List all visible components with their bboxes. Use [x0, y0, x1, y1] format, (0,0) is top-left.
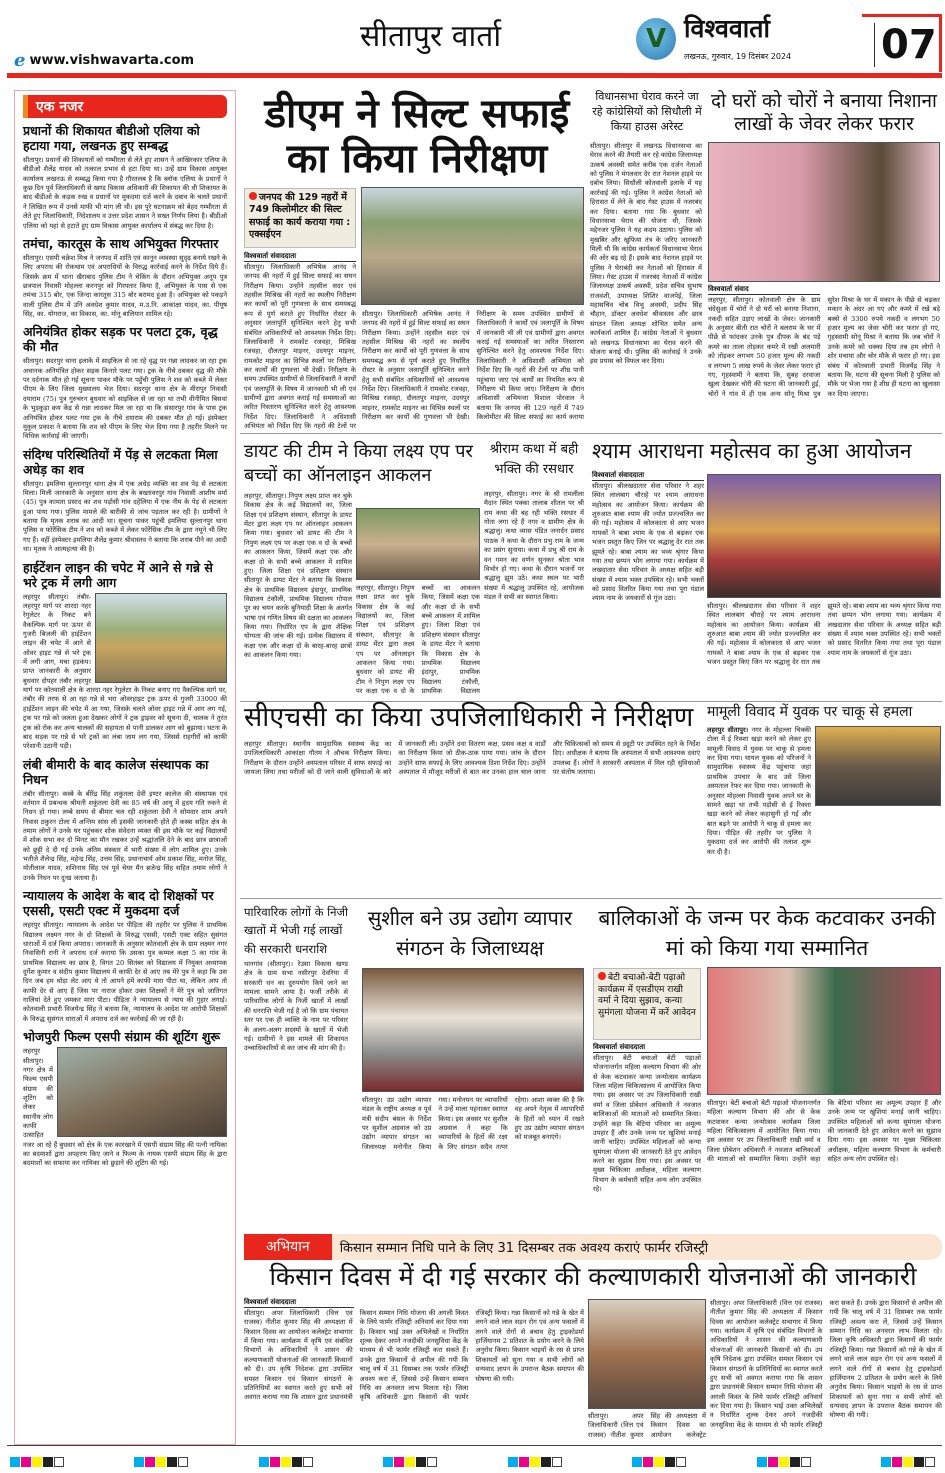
color-registration-strip [10, 1452, 940, 1471]
diet-photo [356, 508, 480, 580]
film-shooting-photo [57, 1047, 227, 1137]
theft-photo [708, 142, 940, 282]
girls-highlight: बेटी बचाओ-बेटी पढ़ाओ कार्यक्रम में एसडीएम राखी वर्मा ने दिया सुझाव, कन्या सुमंगला योजना में करें आवेदन [593, 968, 701, 1040]
campaign-byline: विश्ववार्ता संवाददाता [244, 1298, 354, 1308]
bullet-icon [598, 972, 606, 980]
theft-headline: दो घरों को चोरों ने बनाया निशाना लाखों के जेवर लेकर फरार [711, 90, 937, 135]
main-headline: डीएम ने सिल्ट सफाई का किया निरीक्षण [264, 91, 570, 182]
congress-body: सीतापुर। सीतापुर में लखनऊ विधानसभा का घेराव करने की तैयारी कर रहे कांग्रेस जिलाध्यक्ष उत्कर्ष अवस्थी समेत करीब एक दर्जन नेताओं को पुलिस ने मंगलवार देर रात नेशनल हाइवे पर दबोच लिया। सिधौली कोतवाली इलाके में यह कार्रवाई की गई। पुलिस ने कांग्रेस नेताओं को हिरासत में लेने के बाद गेस्ट हाउस में नजरबंद कर दिया। बताया गया कि बुधवार को विधानसभा घेराव की योजना थी, जिसके मद्देनजर पुलिस ने यह कदम उठाया। पुलिस को मुखबिर और खुफिया तंत्र के जरिए जानकारी मिली थी कि कांग्रेस कार्यकर्ता विधानसभा घेराव की ओर बढ़ रहे हैं। इसके बाद नेशनल हाइवे पर पुलिस ने घेराबंदी कर नेताओं को हिरासत में लिया। गेस्ट हाउस में नजरबंद नेताओं में कांग्रेस जिलाध्यक्ष उत्कर्ष अवस्थी, प्रदेश सचिव सुभाष राजवंशी, उपाध्यक्ष शिशिर वाजपेई, जिला महासचिव चोब विभु अवस्थी, प्रदीप सिंह चौहान, डॉक्टर अवधेश श्रीवास्तव और छात्र संगठन जिला अध्यक्ष शोभित समेत अन्य कार्यकर्ता शामिल हैं। कांग्रेस नेताओं ने बुधवार को लखनऊ विधानसभा का घेराव करने की योजना बनाई थी। पुलिस की कार्रवाई ने उनके इस प्रयास को विफल कर दिया। [590, 142, 702, 366]
bullet-icon [249, 192, 257, 200]
girls-body-cont: सीतापुर। बेटी बचाओ बेटी पढ़ाओ योजनान्तर्गत महिला कल्याण विभाग की ओर से केक कटवाकर कन्या जन्मोत्सव कार्यक्रम जिला महिला चिकित्सालय में आयोजित किया गया। इस अवसर पर उप जिलाधिकारी राखी वर्मा व जिला प्रोबेशन अधिकारी ने नवजात बालिकाओं की माताओं को सम्मानित किया। उन्होंने कहा कि बेटियां परिवार का अमूल्य उपहार हैं और उनके जन्म पर खुशियां मनाई जानी चाहिए। उपस्थित महिलाओं को कन्या सुमंगला योजना की जानकारी देते हुए आवेदन करने का सुझाव दिया गया। इस अवसर पर मुख्य चिकित्सा अधीक्षक, महिला कल्याण विभाग के कर्मचारी सहित अन्य लोग उपस्थित रहे। [707, 1099, 941, 1164]
ek-nazar-column [14, 90, 236, 1445]
row-divider [240, 433, 942, 434]
color-bar [383, 1452, 438, 1471]
brief-item: न्यायालय के आदेश के बाद दो शिक्षकों पर एससी, एसटी एक्ट में मुकदमा दर्ज लहरपुर सीतापुर। न्यायालय के आदेश पर पीड़िता की तहरीर पर पुलिस ने प्राथमिक विद्यालय लक्ष्मन नगर के दो शिक्षकों के विरुद्ध एससी, एसटी एक्ट सहित सुसंगत धाराओं में दर्ज किया अपराध। जानकारी के अनुसार कोतवाली क्षेत्र के ग्राम लक्ष्मन नगर निवासिनी रानी ने अपराध दर्ज कराया कि उसका पुत्र कम्मल कक्षा 5 का गांव के प्राथमिक विद्यालय का छात्र है, विगत 20 सितंबर को विद्यालय में नियुक्त अध्यापक दुर्गेश कुमार व संदीप कुमार विद्यालय में काफी देर से आए तब मेरे पुत्र ने कहा कि उस दिन जब हम थोड़ा लेट आए थे तो आपने हमें काफी मारा पीटा था, लेकिन आप तो काफी देर से आए हैं जिस पर नाराज होकर उक्त शिक्षकों ने मेरे पुत्र को जातिगत गालियां देते हुए जमकर मारा पीटा। पीड़िता ने न्यायालय से न्याय की गुहार लगाई। कोतवाली प्रभारी विजयेन्द्र सिंह ने बताया कि, न्यायालय के आदेश पर आरोपी शिक्षकों के विरुद्ध सुसंगत धाराओं में अपराध दर्ज कर कार्रवाई की जा रही है। [23, 888, 227, 1023]
diet-body-cont: लहरपुर, सीतापुर। निपुण लक्ष्य प्राप्त कर चुके विकास क्षेत्र के कई विद्यालयों का, जिला शिक्षा एवं प्रशिक्षण संस्थान, सीतापुर के डायट मेंटर द्वारा लक्ष्य एप पर ऑनलाइन आकलन किया गया। बुधवार को डायट की टीम ने निपुण लक्ष्य एप पर कक्षा एक व दो के बच्चों का आकलन किया, जिसमें कक्षा एक और कक्षा दो के सभी बच्चे आकलन में शामिल हुए। जिला शिक्षा एवं प्रशिक्षण संस्थान सीतापुर के डायट मेंटर ने बताया कि विकास क्षेत्र के प्राथमिक विद्यालय इंदापुर, प्राथमिक विद्यालय टंकौली, प्राथमिक विद्यालय [356, 584, 480, 695]
color-bar [259, 1452, 314, 1471]
family-headline: पारिवारिक लोगों के निजी खातों में भेजी गई लाखों की सरकारी धनराशि [244, 905, 348, 956]
shyam-body-cont: सीतापुर। श्रीलखदातार सेवा परिवार ने शहर स्थित लालबाग चौराहे पर श्याम आराधना महोत्सव का आयोजन किया। कार्यक्रम की शुरुआत बाबा श्याम की ज्योत प्रज्ज्वलित कर की गई। महोत्सव में कोलकाता से आए भजन गायकों ने बाबा श्याम के एक से बढ़कर एक भजन प्रस्तुत किए जिन पर श्रद्धालु देर रात तक झूमते रहे। बाबा श्याम का भव्य श्रृंगार किया गया तथा छप्पन भोग लगाया गया। कार्यक्रम में लखदातार सेवा परिवार के अध्यक्ष सहित बड़ी संख्या में श्याम भक्त उपस्थित रहे। सभी भक्तों को प्रसाद वितरित किया गया तथा पूरा पंडाल श्याम नाम के जयकारों से गूंज उठा। [707, 602, 941, 667]
campaign-banner [244, 1234, 942, 1260]
theft-byline: विश्ववार्ता संवाद [708, 285, 820, 295]
section-title: सीतापुर वार्ता [360, 19, 502, 54]
shriram-headline: श्रीराम कथा में बही भक्ति की रसधार [489, 442, 579, 478]
sushil-headline: सुशील बने उप्र उद्योग व्यापार संगठन के जिलाध्यक्ष [367, 906, 573, 960]
campaign-body-cont: सीतापुर। अपर जिलाधिकारी (वित्त एवं राजस्व) नीतीश कुमार सिंह की अध्यक्षता में किसान दिवस का आयोजन कलेक्ट्रेट [588, 1412, 706, 1439]
brief-item: भोजपुरी फिल्म एसपी संग्राम की शूटिंग शुरू लहरपुर सीतापुर। नगर क्षेत्र में फिल्म एसपी संग्राम की शूटिंग को लेकर स्थानीय लोग काफी उत्साहित नजर आ रहे हैं बुधवार को क्षेत्र के एक कारखाने में एसपी संग्राम सिंह की पत्नी नायिका का बदमाशों द्वारा अपहरण किए जाने व फिल्म के नायक एसपी संग्राम सिंह के द्वारा बदमाशों का सफाया कर नायिका को छुड़ाने की शूटिंग की गई। [23, 1029, 227, 1168]
knife-photo [815, 726, 941, 806]
color-bar [134, 1452, 189, 1471]
page-number: 07 [874, 23, 937, 67]
diet-headline: डायट की टीम ने किया लक्ष्य एप पर बच्चों का ऑनलाइन आकलन [244, 441, 473, 487]
brief-item: तमंचा, कारतूस के साथ अभियुक्त गिरफ्तार सीतापुर। एसपी चक्रेश मिश्र ने जनपद में शांति एवं कानून व्यवस्था सुदृढ़ बनाये रखने के लिए अपराध की रोकथाम एवं अपराधियों के विरुद्ध कार्रवाई करने के निर्देश दिये हैं। जिसके क्रम में थाना खैराबाद पुलिस टीम ने चेकिंग के दौरान अभियुक्त अनूप पुत्र छत्रपाल निवासी मोहल्ला करनपुर को गिरफ्तार किया है, अभियुक्त के पास से एक तमंचा 315 बोर, एक जिन्दा कारतूस 315 बोर बरामद हुआ है। अभियुक्त को पकड़ने वाली पुलिस टीम में उनि अवधेश कुमार यादव, म.उ.नि. आकांक्षा यादव, का. पीयूष सिंह, का. योगराज, का विकास, का. मोनू बालियान शामिल रहे। [23, 235, 227, 319]
campaign-subtitle: किसान सम्मान निधि पाने के लिए 31 दिसम्बर तक अवश्य कराएं फार्मर रजिस्ट्री [339, 1241, 709, 1256]
shyam-byline: विश्ववार्ता संवाददाता [592, 471, 704, 481]
chc-body: लहरपुर सीतापुर। स्थानीय सामुदायिक स्वास्थ्य केंद्र का उपजिलाधिकारी आकांक्षा गौतम ने औचक निरीक्षण किया। निरीक्षण के दौरान उन्होंने अस्पताल परिसर में साफ सफाई का जायजा लिया तथा मरीजों को दी जाने वाली सुविधाओं के बारे में जानकारी ली। उन्होंने दवा वितरण कक्ष, प्रसव कक्ष व वार्डों का निरीक्षण किया जो ठीक-ठाक पाया गया। जांच के दौरान उन्होंने साफ सफाई के लिए आवश्यक दिशा निर्देश दिए। उन्होंने अस्पताल में मौजूद मरीजों से बात कर उनका हाल चाल जाना और चिकित्सकों को समय से ड्यूटी पर उपस्थित रहने के निर्देश दिए। अधीक्षक ने बताया कि अस्पताल में सभी आवश्यक दवाएं उपलब्ध हैं। लोगों ने सरकारी अस्पताल में मिल रही सुविधाओं पर संतोष जताया। [244, 740, 700, 777]
family-body: थानगांव (सीतापुर)। रेउसा विकास खण्ड क्षेत्र के ग्राम सभा नसीरपुर देवरिया में सरकारी धन का दुरुपयोग किये जाने का मामला सामने आया है। फर्जी तरीके से पारिवारिक लोगों के निजी खातों में लाखों की धनराशि भेजी गई है जो कि ग्राम पंचायत स्तर पर एक ही व्यक्ति के नाम पर परिवार के अलग-अलग सदस्यों के खातों में भेजी गई। ग्रामीणों ने इस मामले की शिकायत उच्चाधिकारियों से कर जांच की मांग की है। [244, 960, 348, 1053]
campaign-body: सीतापुर। अपर जिलाधिकारी (वित्त एवं राजस्व) नीतीश कुमार सिंह की अध्यक्षता में किसान दिवस का आयोजन कलेक्ट्रेट सभागार में किया गया। कार्यक्रम में कृषि एवं संबंधित विभागों के अधिकारियों ने शासन की कल्याणकारी योजनाओं की जानकारी किसानों को दी। उप कृषि निदेशक द्वारा उपस्थित समस्त किसान एवं किसान संगठनों के प्रतिनिधियों का स्वागत करते हुए सभी को अवगत कराया गया कि शासन द्वारा प्रधानमंत्री किसान सम्मान निधि योजना की अगली किस्त के लिये फार्मर रजिस्ट्री अनिवार्य कर दिया गया है। किसान भाई उक्त अभिलेखों व निर्धारित शुल्क देकर अपने नजदीकी जनसुविधा केंद्र के माध्यम से भी फार्मर रजिस्ट्री करा सकते हैं। उनके द्वारा किसानों से अपील की गयी कि चालू वर्ष में 31 दिसम्बर तक फार्मर रजिस्ट्री अवश्य करा लें, जिससे उन्हें किसान सम्मान निधि का अनवरत लाभ मिलता रहे। जिला कृषि अधिकारी द्वारा किसानों की फार्मर रजिस्ट्री किया। गन्ना किसानों को गन्ने के खेत में लगने वाले लाल सड़न रोग एवं अन्य फसलों में लगने वाले रोगों से बचाव हेतु ट्राइकोडर्मा हार्जियानम 2 प्रतिशत के प्रयोग करने के लिये अनुरोध किया। किसान भाइयों के रस से प्राप्त शिकायतों को सुना गया व सभी लोगों को धन्यवाद ज्ञापन के उपरान्त बैठक समापन की घोषणा की गयी। [244, 1309, 584, 1402]
page-number-box [862, 14, 942, 72]
row-divider [240, 898, 942, 899]
canal-inspection-photo [361, 187, 584, 305]
congress-headline: विधानसभा घेराव करने जा रहे कांग्रेसियों को सिधौली में किया हाउस अरेस्ट [592, 90, 702, 133]
campaign-body-right: सीतापुर। अपर जिलाधिकारी (वित्त एवं राजस्व) नीतीश कुमार सिंह की अध्यक्षता में किसान दिवस का आयोजन कलेक्ट्रेट सभागार में किया गया। कार्यक्रम में कृषि एवं संबंधित विभागों के अधिकारियों ने शासन की कल्याणकारी योजनाओं की जानकारी किसानों को दी। उप कृषि निदेशक द्वारा उपस्थित समस्त किसान एवं किसान संगठनों के प्रतिनिधियों का स्वागत करते हुए सभी को अवगत कराया गया कि शासन द्वारा प्रधानमंत्री किसान सम्मान निधि योजना की अगली किस्त के लिये फार्मर रजिस्ट्री अनिवार्य कर दिया गया है। किसान भाई उक्त अभिलेखों व निर्धारित शुल्क देकर अपने नजदीकी जनसुविधा केंद्र के माध्यम से भी फार्मर रजिस्ट्री करा सकते हैं। उनके द्वारा किसानों से अपील की गयी कि चालू वर्ष में 31 दिसम्बर तक फार्मर रजिस्ट्री अवश्य करा लें, जिससे उन्हें किसान सम्मान निधि का अनवरत लाभ मिलता रहे। जिला कृषि अधिकारी द्वारा किसानों की फार्मर रजिस्ट्री किया। गन्ना किसानों को गन्ने के खेत में लगने वाले लाल सड़न रोग एवं अन्य फसलों में लगने वाले रोगों से बचाव हेतु ट्राइकोडर्मा हार्जियानम 2 प्रतिशत के प्रयोग करने के लिये अनुरोध किया। किसान भाइयों के रस से प्राप्त शिकायतों को सुना गया व सभी लोगों को धन्यवाद ज्ञापन के उपरान्त बैठक समापन की घोषणा की गयी। [710, 1299, 942, 1429]
girls-headline: बालिकाओं के जन्म पर केक कटवाकर उनकी मां को किया गया सम्मानित [598, 906, 936, 961]
color-bar [757, 1452, 812, 1471]
main-highlight: जनपद की 129 नहरों में 749 किलोमीटर की सिल्ट सफाई का कार्य कराया गया : एक्सईएन [244, 188, 356, 248]
ek-nazar-tag: एक नजर [23, 95, 227, 118]
color-bar [881, 1452, 936, 1471]
header-rule [7, 73, 942, 78]
brief-item: अनियंत्रित होकर सड़क पर पलटा ट्रक, वृद्ध की मौत सीतापुर। सदरपुर थाना इलाके में साइकिल से जा रहे वृद्ध पर गन्ना लादकर जा रहा ट्रक अचानक अनियंत्रित होकर सड़क किनारे पलट गया। ट्रक के नीचे दबकर वृद्ध की मौके पर दर्दनाक मौत हो गई सूचना पाकर मौके पर पहुँची पुलिस ने शव को कब्जे में लेकर पीएम के लिए जिला मुख्यालय भेज दिया। सदरपुर थाना क्षेत्र के मीरापुर निवासी दयाराम (75) पुत्र गुरुचरन बुधवार को साइकिल से जा रहा था तभी वीनीमित बिसवां के भुड़कुड़ा क्रय केंद्र से गन्ना लादकर मिल जा रहा था कि संसारपुर गांव के पास ट्रक अनियंत्रित होकर पलट गया ट्रक के नीचे दयाराम की दबकर मौत हो गई। इंस्पेक्टर मुकुल प्रकाश ने बताया कि शव को पीएम के लिए भेज दिया गया है तहरीर मिलने पर विधिक कार्रवाई की जाएगी। [23, 324, 227, 441]
browser-e-icon: e [14, 50, 26, 71]
brief-item: प्रधानों की शिकायत बीडीओ एलिया को हटाया गया, लखनऊ हुए सम्बद्ध सीतापुर। प्रधानों की शिकायतों को गम्भीरता से लेते हुए शासन ने आखिरकार एलिया के बीडीओ शैलेंद्र यादव को तत्काल प्रभाव से हटा दिया था। उन्हें ग्राम विकास आयुक्त कार्यालय लखनऊ से सम्बद्ध किया गया है गौरतलब है कि ब्लॉक एलिया के प्रधानों ने कुछ दिन पूर्व जिलाधिकारी से खण्ड विकास अधिकारी की शिकायत की थी शिकायत के बाद बीडीओ के कड़क रुख व प्रधानों पर मुकदमा दर्ज करने के दबाव के चलते प्रधानों ने लिखित रूप में उनसे माफी भी मांग ली थी। इस पूरे घटनाक्रम को बेहद गम्भीरता से लेते हुए जिलाधिकारी, निदेशालय व उत्तर प्रदेश शासन ने सख्त निर्णय लिया है। बीडीओ एलिया को यहां से हटाते हुए ग्राम विकास आयुक्त कार्यालय में संबद्ध कर दिया है। [23, 123, 227, 230]
shriram-body: लहरपुर, सीतापुर। नगर के श्री रामलीला मैदान स्थित पक्का तालाब शीतल पर श्री राम कथा की बह रही भक्ति रसधार में गोता लगा रहे हैं नगर व ग्रामीण क्षेत्र के श्रद्धालु। कथा व्यास पंडित जनार्दन प्रसाद पाठक ने कथा के दौरान प्रभु राम के जन्म का प्रसंग सुनाया। कथा में प्रभु श्री राम के वन गमन का वर्णन सुनकर श्रोता भाव विभोर हो गए। कथा के दौरान भजनों पर श्रद्धालु झूम उठे। कथा स्थल पर भारी संख्या में श्रद्धालु उपस्थित रहे, आयोजक मंडल ने सभी का स्वागत किया। [484, 490, 584, 601]
color-bar [508, 1452, 563, 1471]
brief-item: संदिग्ध परिस्थितियों में पेंड़ से लटकता मिला अधेड़ का शव सीतापुर। इमलिया सुल्तानपुर थाना क्षेत्र में एक अधेड़ व्यक्ति का शव पेड़ से लटकता मिला। मिली जानकारी के अनुसार थाना क्षेत्र के बख्तावरपुर गांव निवासी आशीष वर्मा (45) पुत्र कामता प्रसाद का शव पड़ोसी गांव दहेलिया में एक नीम के पेड़ से लटकता हुआ पाया गया। पुलिस मामले की बारीकी से जांच पड़ताल कर रही है। ग्रामीणों ने बताया कि मृतक शराब का आदी था। सूचना पाकर पहुंची इमलिया सुल्तानपुर थाना पुलिस व फोरेंसिक टीम ने शव को कब्जे में लेकर फोरेंसिक टीम के द्वारा नमूने भी लिए गए हैं। वहीं इंस्पेक्टर इमलिया शैलेंद्र कुमार श्रीवास्तव ने बताया कि शराब पीने का आदी था। मृतक ने आत्महत्या की है। [23, 446, 227, 554]
chc-headline: सीएचसी का किया उपजिलाधिकारी ने निरीक्षण [244, 702, 694, 733]
main-body: सीतापुर। जिलाधिकारी अभिषेक आनंद ने जनपद की नहरों में हुई सिल्ट सफाई का सघन निरीक्षण किया। उन्होंने तहसील सदर एवं तहसील मिश्रिख की नहरों का स्थलीय निरीक्षण कर कार्यों को पूरी गुणवत्ता के साथ समयबद्ध रूप से पूर्ण कराते हुए निर्धारित रोस्टर के अनुसार जलापूर्ति सुनिश्चित करने हेतु सभी संबंधित अधिकारियों को आवश्यक निर्देश दिए। जिलाधिकारी ने रामकोट रजवहा, मिश्रिख रजवहा, दौलतपुर माइनर, उदयपुर माइनर, रामकोट माइनर का विभिन्न स्थलों पर निरीक्षण कर कार्यों की गुणवत्ता भी देखी। निरीक्षण के समय उपस्थित ग्रामीणों से जिलाधिकारी ने कार्यों एवं जलापूर्ति के विषय में जानकारी भी ली एवं ग्रामीणों द्वारा अवगत कराई गई समस्याओं का त्वरित निस्तारण सुनिश्चित करने हेतु आवश्यक निर्देश दिए। जिलाधिकारी ने अधिशासी अभियंता को निर्देश दिए कि नहरों की टेलों पर [244, 263, 356, 430]
campaign-headline: किसान दिवस में दी गई सरकार की कल्याणकारी योजनाओं की जानकारी [269, 1262, 917, 1291]
sushil-group-photo [362, 968, 584, 1092]
girls-byline: विश्ववार्ता संवाददाता [593, 1043, 701, 1053]
brief-item: हाईटेंशन लाइन की चपेट में आने से गन्ने से भरे ट्रक में लगी आग लहरपुर सीतापुर। तंबौर-लहरपुर मार्ग पर शारदा नहर रेगुलेटर के निकट बने वैकल्पिक मार्ग पर ऊपर से गुजरी बिजली की हाईटेंशन लाइन की चपेट में आने से ओवर हाइट गन्ने से भरे ट्रक में लगी आग, मचा हड़कंप। प्राप्त जानकारी के अनुसार बुधवार दोपहर तंबौर लहरपुर मार्ग पर कोतवाली क्षेत्र के शारदा नहर रेगुलेटर के निकट बनाए गए वैकल्पिक मार्ग पर, तंबौर की तरफ से आ रहा गन्ने से भरा ओवरहाइट ट्रक ऊपर से गुजरी 33000 की हाईटेंशन लाइन की चपेट में आ गया, जिसके चलते ओवर हाइट गन्ने में आग लग गई, ट्रक पर गन्ने को जलता हुआ देखकर लोगों ने ट्रक ड्राइवर को सूचना दी, चालक ने तुरंत ट्रक को रोक कर अन्य चालकों की सहायता से पानी डालकर आग को बुझाया। घटना के बाद सड़क पर गन्ने से भरे ट्रकों का लंबा जाम लग गया, जिससे राहगीरों को काफी परेशानी उठानी पड़ी। [23, 559, 227, 751]
kisan-meeting-photo [588, 1299, 706, 1409]
footer-rule [7, 1445, 942, 1446]
theft-body: लहरपुर, सीतापुर। कोतवाली क्षेत्र के ग्राम चंदेसुआ में चोरों ने दो घरों को बनाया निशाना, नकदी सहित उड़ाए लाखों के जेवर। जानकारी के अनुसार बीती रात चोरों ने बलराम के घर में पीछे से फांदकर उनके पुत्र दीपक के बंद पड़े कमरे का ताला तोड़कर कमरे में रखी अलमारी को तोड़कर लगभग 50 हजार मूल्य की नकदी व लगभग 5 लाख रुपये के जेवर लेकर फरार हो गए, गृहस्वामी ने बताया कि, सुबह दरवाजा खुला देखकर चोरी की घटना की जानकारी हुई, चोरों ने गांव में ही एक अन्य सोनू मिश्रा पुत्र सुरेश मिश्रा के घर में मकान के पीछे से चढ़कर मकान के अंदर आ गए और कमरे में रखे बड़े बक्से से 3300 रुपये नकदी व लगभग 50 हजार मूल्य का जेवर चोरी कर फरार हो गए, गृहस्वामी सोनू मिश्रा ने बताया कि जब चोरों ने उनके कमरे को धक्का दिया तब हम लोगों ने शोर मचाया और चोर मौके से फरार हो गए। इस संबंध में कोतवाली प्रभारी विजयेंद्र सिंह ने बताया कि, घटना की सूचना मिली है पुलिस को मौके पर भेजा गया है शीघ्र ही घटना का खुलासा कर दिया जाएगा। [708, 296, 940, 398]
website-url[interactable]: e www.vishwavarta.com [14, 50, 195, 71]
main-body-cont: सीतापुर। जिलाधिकारी अभिषेक आनंद ने जनपद की नहरों में हुई सिल्ट सफाई का सघन निरीक्षण किया। उन्होंने तहसील सदर एवं तहसील मिश्रिख की नहरों का स्थलीय निरीक्षण कर कार्यों को पूरी गुणवत्ता के साथ समयबद्ध रूप से पूर्ण कराते हुए निर्धारित रोस्टर के अनुसार जलापूर्ति सुनिश्चित करने हेतु सभी संबंधित अधिकारियों को आवश्यक निर्देश दिए। जिलाधिकारी ने रामकोट रजवहा, मिश्रिख रजवहा, दौलतपुर माइनर, उदयपुर माइनर, रामकोट माइनर का विभिन्न स्थलों पर निरीक्षण कर कार्यों की गुणवत्ता भी देखी। निरीक्षण के समय उपस्थित ग्रामीणों से जिलाधिकारी ने कार्यों एवं जलापूर्ति के विषय में जानकारी भी ली एवं ग्रामीणों द्वारा अवगत कराई गई समस्याओं का त्वरित निस्तारण सुनिश्चित करने हेतु आवश्यक निर्देश दिए। जिलाधिकारी ने अधिशासी अभियंता को निर्देश दिए कि नहरों की टेलों पर शीघ्र पानी पहुंचाया जाए एवं कार्यों का नियमित रूप से निरीक्षण भी किया जाए। निरीक्षण के दौरान अधिशासी अभियन्ता विशाल पोरवाल ने बताया कि जनपद की 129 नहरों में 749 किलोमीटर की सिल्ट सफाई का कार्य कराया [362, 310, 584, 421]
truck-fire-photo [95, 593, 227, 683]
brief-item: लंबी बीमारी के बाद कालेज संस्थापक का निधन तंबौर सीतापुर। कस्बे के बीरेंद्र सिंह शकुंतला देवी इण्टर कालेज की संस्थापक एवं वर्तमान में प्रबन्धक श्रीमती शकुंतला देवी का 85 वर्ष की आयु में हृदय गति रुकने से निधन हो गया। लम्बे समय से बीमार चल रही शकुंतला देवी ने सोमवार शाम अपने निवास ठकुरन टोला में अन्तिम सांस ली इसकी जानकारी होते ही कस्बा सहित क्षेत्र के तमाम लोगों ने उनके घर पहुंचकर शोक संवेदना व्यक्त की इस मौके पर कई विद्यालयों में शोक सभा कर दो मिनट का मौन रखकर उन्हें श्रद्धांजलि देने के बाद छात्र छात्राओं को छुट्टी दे दी गई उनके अंतिम संस्कार में भारी संख्या में लोग शामिल हुए। उनके भतीजे शैलेन्द्र सिंह, महेन्द्र सिंह, उत्तम सिंह, प्रधानाचार्य ओम प्रकाश सिंह, मनोज सिंह, मोतीलाल यादव, शशिनाथ सिंह एवं पूर्व चेयर मैन ब्रजेन्द्र सिंह सहित तमाम लोगों ने उनके निधन पर दुःख जताया है। [23, 756, 227, 882]
brand-logo: V [636, 18, 676, 60]
shyam-event-photo [707, 474, 941, 598]
main-byline: विश्ववार्ता संवाददाता [244, 252, 356, 262]
girls-event-photo [707, 967, 941, 1095]
shyam-headline: श्याम आराधना महोत्सव का हुआ आयोजन [592, 439, 912, 463]
knife-headline: मामूली विवाद में युवक पर चाकू से हमला [707, 704, 913, 720]
color-bar [632, 1452, 687, 1471]
dateline: लखनऊ, गुरुवार, 19 दिसंबर 2024 [684, 52, 792, 61]
brand-name: विश्ववार्ता [684, 14, 771, 43]
diet-body: लहरपुर, सीतापुर। निपुण लक्ष्य प्राप्त कर चुके विकास क्षेत्र के कई विद्यालयों का, जिला शिक्षा एवं प्रशिक्षण संस्थान, सीतापुर के डायट मेंटर द्वारा लक्ष्य एप पर ऑनलाइन आकलन किया गया। बुधवार को डायट की टीम ने निपुण लक्ष्य एप पर कक्षा एक व दो के बच्चों का आकलन किया, जिसमें कक्षा एक और कक्षा दो के सभी बच्चे आकलन में शामिल हुए। जिला शिक्षा एवं प्रशिक्षण संस्थान सीतापुर के डायट मेंटर ने बताया कि विकास क्षेत्र के प्राथमिक विद्यालय इंदापुर, प्राथमिक विद्यालय टंकौली, प्राथमिक विद्यालय गोपाल पुर का चयन करके बुनियादी शिक्षा के अंतर्गत भाषा एवं गणित विषय की दक्षता का आकलन किया गया। निर्धारित एप के द्वारा शैक्षिक योग्यता की जांच की गई। प्रत्येक विद्यालय में कक्षा एक और कक्षा दो के बारह-बारह छात्रों का आकलन किया गया। [244, 492, 352, 660]
girls-body: सीतापुर। बेटी बचाओ बेटी पढ़ाओ योजनान्तर्गत महिला कल्याण विभाग की ओर से केक कटवाकर कन्या जन्मोत्सव कार्यक्रम जिला महिला चिकित्सालय में आयोजित किया गया। इस अवसर पर उप जिलाधिकारी राखी वर्मा व जिला प्रोबेशन अधिकारी ने नवजात बालिकाओं की माताओं को सम्मानित किया। उन्होंने कहा कि बेटियां परिवार का अमूल्य उपहार हैं और उनके जन्म पर खुशियां मनाई जानी चाहिए। उपस्थित महिलाओं को कन्या सुमंगला योजना की जानकारी देते हुए आवेदन करने का सुझाव दिया गया। इस अवसर पर मुख्य चिकित्सा अधीक्षक, महिला कल्याण विभाग के कर्मचारी सहित अन्य लोग उपस्थित रहे। [593, 1054, 701, 1194]
shyam-body: सीतापुर। श्रीलखदातार सेवा परिवार ने शहर स्थित लालबाग चौराहे पर श्याम आराधना महोत्सव का आयोजन किया। कार्यक्रम की शुरुआत बाबा श्याम की ज्योत प्रज्ज्वलित कर की गई। महोत्सव में कोलकाता से आए भजन गायकों ने बाबा श्याम के एक से बढ़कर एक भजन प्रस्तुत किए जिन पर श्रद्धालु देर रात तक झूमते रहे। बाबा श्याम का भव्य श्रृंगार किया गया तथा छप्पन भोग लगाया गया। कार्यक्रम में लखदातार सेवा परिवार के अध्यक्ष सहित बड़ी संख्या में श्याम भक्त उपस्थित रहे। सभी भक्तों को प्रसाद वितरित किया गया तथा पूरा पंडाल श्याम नाम के जयकारों से गूंज उठा। [592, 482, 704, 603]
knife-body: लहरपुर सीतापुर। नगर के मोहल्ला चिक्की टोला में ई रिक्शा खड़ा करने को लेकर हुए मामूली विवाद में युवक पर चाकू से हमला कर दिया गया। घायल युवक को परिजनों ने सामुदायिक स्वास्थ्य केंद्र पहुंचाया जहां प्राथमिक उपचार के बाद उसे जिला अस्पताल रेफर कर दिया गया। जानकारी के अनुसार मोहल्ला निवासी युवक अपने घर के सामने खड़ा था तभी पड़ोसी से ई रिक्शा खड़ा करने को लेकर कहासुनी हो गई और बात बढ़ने पर आरोपी ने चाकू से हमला कर दिया। पीड़ित की तहरीर पर पुलिस ने मुकदमा दर्ज कर आरोपी की तलाश शुरू कर दी है। [707, 726, 811, 856]
campaign-tag: अभियान [244, 1234, 332, 1260]
color-bar [10, 1452, 65, 1471]
sushil-body: सीतापुर। उप्र उद्योग व्यापार मंडल के राष्ट्रीय अध्यक्ष व पूर्व मंत्री संदीप बंसल के निर्देश पर सुशील अग्रवाल को उप्र उद्योग व्यापार संगठन का जिलाध्यक्ष मनोनीत किया गया। मनोनयन पर व्यापारियों ने उन्हें माला पहनाकर स्वागत किया। इस अवसर पर सुशील अग्रवाल ने कहा कि व्यापारियों के हितों की रक्षा के लिए संगठन सदैव तत्पर रहेगा। आशा व्यक्त की है कि वह अपने नेतृत्व में व्यापारियों के हितों को ध्यान में रखते हुए उप्र उद्योग व्यापार संगठन को मजबूत बनाएंगे। [362, 1096, 584, 1151]
